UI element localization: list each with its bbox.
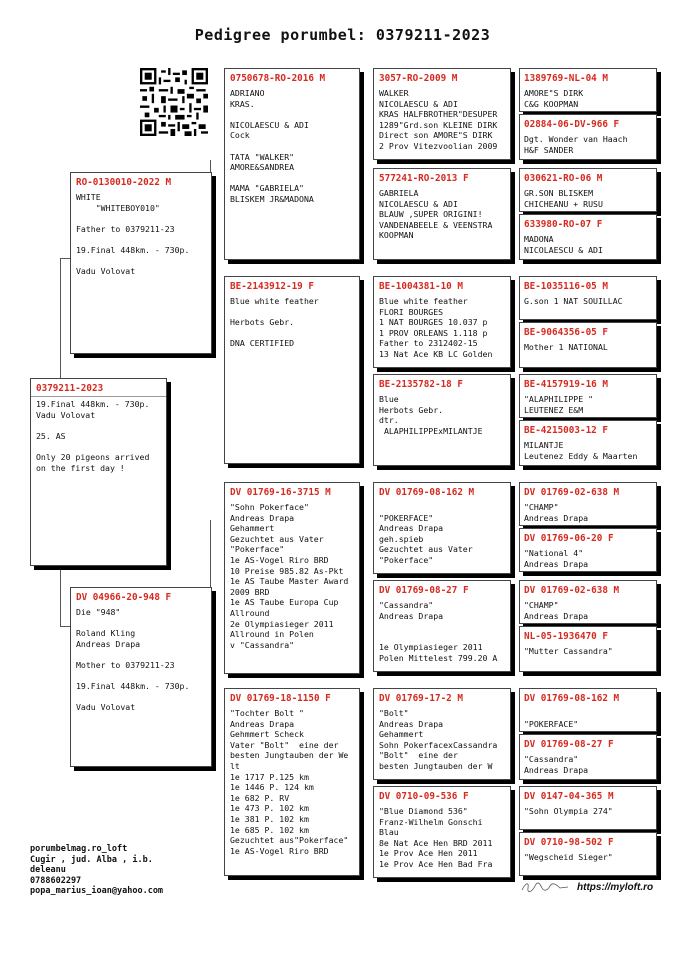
pigeon-card-g2[interactable] [224,688,360,876]
pigeon-details: WHITE "WHITEBOY010" Father to 0379211-23 19.Final 448km. - 730p. Vadu Volovat [76,192,190,277]
pigeon-details: GR.SON BLISKEM CHICHEANU + RUSU [524,188,603,209]
pigeon-details: "POKERFACE" [524,718,579,729]
connector [60,258,70,259]
ring-number: 633980-RO-07 F [524,219,603,230]
pigeon-details: "Cassandra" Andreas Drapa [524,754,589,775]
ring-number: DV 01769-08-162 M [379,487,475,498]
pigeon-card-g4[interactable] [519,528,657,572]
ring-number: DV 01769-08-27 F [379,585,469,596]
connector [360,300,361,400]
pigeon-details: AMORE"S DIRK C&G KOOPMAN [524,88,584,109]
pigeon-card-sire[interactable] [70,172,212,354]
ring-number: 030621-RO-06 M [524,173,603,184]
pigeon-card-g4[interactable] [519,168,657,212]
ring-number: BE-4157919-16 M [524,379,608,390]
connector [60,626,70,627]
ring-number: BE-1004381-10 M [379,281,463,292]
pigeon-card-g3[interactable] [373,168,511,260]
pigeon-card-g4[interactable] [519,214,657,260]
pigeon-details: "CHAMP" Andreas Drapa [524,600,589,621]
ring-number: RO-0130010-2022 M [76,177,172,188]
ring-number: DV 01769-06-20 F [524,533,614,544]
pigeon-details: 19.Final 448km. - 730p. Vadu Volovat 25. AS Only 20 pigeons arrived on the first day ! [36,399,150,473]
breeder-contact: porumbelmag.ro_loft Cugir , jud. Alba , i.b. deleanu 0788602297 popa_marius_ioan@yahoo.com [30,844,164,896]
pigeon-card-g3[interactable] [373,482,511,574]
ring-number: DV 0147-04-365 M [524,791,614,802]
qr-code-icon [140,68,208,136]
ring-number: DV 01769-02-638 M [524,487,620,498]
ring-number: DV 01769-08-162 M [524,693,620,704]
ring-number: DV 04966-20-948 F [76,592,172,603]
connector [360,95,361,200]
pigeon-card-g4[interactable] [519,374,657,418]
pigeon-details: ADRIANO KRAS. NICOLAESCU & ADI Cock TATA "WALKER" AMORE&SANDREA MAMA "GABRIELA" BLISKEM JR&MADONA [230,88,314,204]
pigeon-details: Blue white feather Herbots Gebr. DNA CERTIFIED [230,296,319,349]
pigeon-details: "Sohn Pokerface" Andreas Drapa Gehammert Gezuchtet aus Vater "Pokerface" 1e AS-Vogel Riro BRD 10 Preise 985.82 As-Pkt 1e AS Taube Master Award 2009 BRD 1e AS Taube Europa Cup Allround 2e Olympiasieger 2011 Allround in Polen v "Cassandra" [230,502,349,650]
pigeon-card-g4[interactable] [519,114,657,160]
ring-number: NL-05-1936470 F [524,631,608,642]
pigeon-card-g4[interactable] [519,322,657,368]
pigeon-details: "Tochter Bolt " Andreas Drapa Gehmmert Scheck Vater "Bolt" eine der besten Jungtauben der We lt 1e 1717 P.125 km 1e 1446 P. 124 km 1e 682 P. RV 1e 473 P. 102 km 1e 381 P. 102 km 1e 685 P. 102 km Gezuchtet aus"Pokerface" 1e AS-Vogel Riro BRD [230,708,349,856]
pigeon-details: Blue Herbots Gebr. dtr. ALAPHILIPPExMILANTJE [379,394,483,436]
ring-number: BE-9064356-05 F [524,327,608,338]
pigeon-details: Blue white feather FLORI BOURGES 1 NAT BOURGES 10.037 p 1 PROV ORLEANS 1.118 p Father to 2312402-15 13 Nat Ace KB LC Golden [379,296,493,359]
pigeon-card-g2[interactable] [224,68,360,260]
ring-number: DV 01769-18-1150 F [230,693,331,704]
pigeon-card-g4[interactable] [519,420,657,466]
ring-number: BE-2135782-18 F [379,379,463,390]
connector [360,510,361,610]
pigeon-card-g3[interactable] [373,276,511,368]
pigeon-card-subject[interactable] [30,378,167,566]
pigeon-card-g4[interactable] [519,580,657,624]
website-link[interactable]: https://myloft.ro [577,882,654,893]
pigeon-details: Dgt. Wonder van Haach H&F SANDER [524,134,628,155]
pigeon-details: "Sohn Olympia 274" [524,806,613,816]
pigeon-details: MILANTJE Leutenez Eddy & Maarten [524,440,638,461]
signature-icon [520,880,570,894]
ring-number: DV 0710-09-536 F [379,791,469,802]
ring-number: DV 01769-08-27 F [524,739,614,750]
ring-number: 02884-06-DV-966 F [524,119,620,130]
pigeon-details: "ALAPHILIPPE " LEUTENEZ E&M [524,394,594,415]
ring-number: DV 01769-16-3715 M [230,487,331,498]
pigeon-details: "CHAMP" Andreas Drapa [524,502,589,523]
pigeon-card-g4[interactable] [519,832,657,876]
pigeon-details: "Blue Diamond 536" Franz-Wilhelm Gonschi Blau 8e Nat Ace Hen BRD 2011 1e Prov Ace Hen 2011 1e Prov Ace Hen Bad Fra [379,806,493,869]
pigeon-details: "Wegscheid Sieger" [524,852,613,862]
pigeon-card-g4[interactable] [519,68,657,112]
pigeon-card-g4[interactable] [519,482,657,526]
ring-number: BE-4215003-12 F [524,425,608,436]
page-title: Pedigree porumbel: 0379211-2023 [194,26,491,44]
pigeon-details: Die "948" Roland Kling Andreas Drapa Mother to 0379211-23 19.Final 448km. - 730p. Vadu Volovat [76,607,190,713]
pigeon-details: "Bolt" Andreas Drapa Gehammert Sohn PokerfacexCassandra "Bolt" eine der besten Jungtauben der W [379,708,498,771]
pigeon-details: GABRIELA NICOLAESCU & ADI BLAUW ,SUPER ORIGINI! VANDENABEELE & VEENSTRA KOOPMAN [379,188,493,241]
connector [360,715,361,820]
pigeon-card-g4[interactable] [519,688,657,732]
connector [60,258,61,398]
pigeon-card-g4[interactable] [519,276,657,320]
ring-number: 577241-RO-2013 F [379,173,469,184]
ring-number: 1389769-NL-04 M [524,73,608,84]
pigeon-details: "POKERFACE" Andreas Drapa geh.spieb Gezuchtet aus Vater "Pokerface" [379,512,473,565]
pigeon-details: "Mutter Cassandra" [524,646,613,656]
pigeon-card-g3[interactable] [373,688,511,780]
pigeon-card-g2[interactable] [224,482,360,674]
pigeon-details: "National 4" Andreas Drapa [524,548,589,569]
pigeon-card-dam[interactable] [70,587,212,767]
pigeon-details: G.son 1 NAT SOUILLAC [524,296,623,306]
ring-number: 3057-RO-2009 M [379,73,458,84]
pigeon-details: WALKER NICOLAESCU & ADI KRAS HALFBROTHER"DESUPER 1289"Grd.son KLEINE DIRK Direct son AMORE"S DIRK 2 Prov Vitezvoolian 2009 [379,88,498,151]
pigeon-details: "Cassandra" Andreas Drapa 1e Olympiasieger 2011 Polen Mittelest 799.20 A [379,600,498,663]
ring-number: DV 01769-02-638 M [524,585,620,596]
pigeon-card-g3[interactable] [373,374,511,466]
pigeon-card-g3[interactable] [373,580,511,672]
pigeon-card-g4[interactable] [519,734,657,780]
pigeon-details: MADONA NICOLAESCU & ADI [524,234,603,255]
ring-number: 0379211-2023 [36,383,104,394]
ring-number: BE-2143912-19 F [230,281,314,292]
pigeon-card-g2[interactable] [224,276,360,464]
pigeon-card-g3[interactable] [373,68,511,160]
ring-number: 0750678-RO-2016 M [230,73,326,84]
ring-number: DV 0710-98-502 F [524,837,614,848]
connector [210,520,211,590]
connector [60,567,61,627]
pigeon-card-g4[interactable] [519,626,657,672]
pigeon-card-g4[interactable] [519,786,657,830]
pigeon-card-g3[interactable] [373,786,511,878]
ring-number: BE-1035116-05 M [524,281,608,292]
pigeon-details: Mother 1 NATIONAL [524,342,608,352]
ring-number: DV 01769-17-2 M [379,693,463,704]
